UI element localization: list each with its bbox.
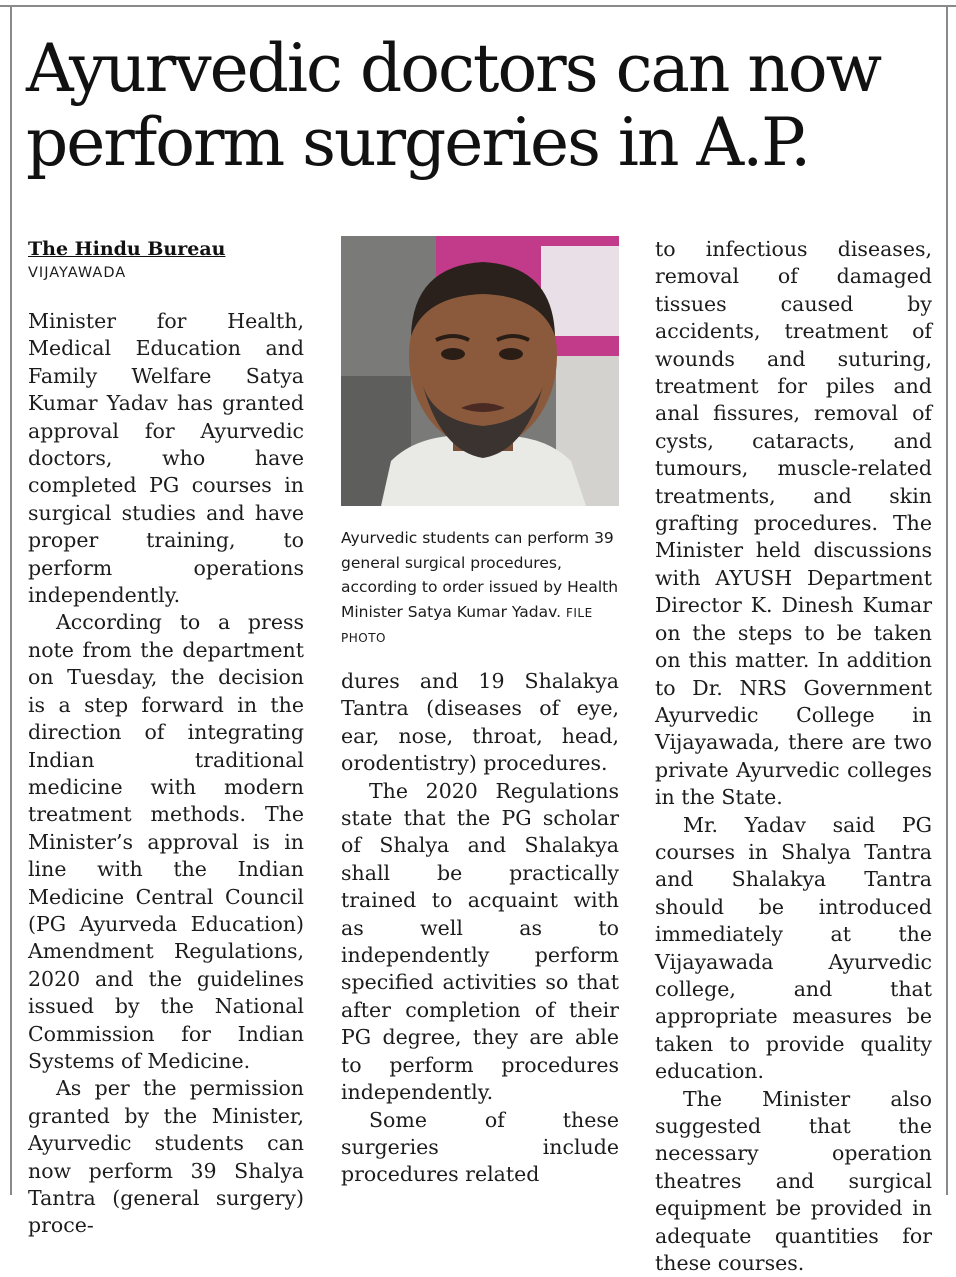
frame-top-rule [0,5,956,7]
frame-left-rule [10,5,12,1195]
paragraph: to infectious diseases, removal of damaged tissues caused by accidents, treatment of wounds and suturing, treatment for piles and anal fissures, removal of cysts, cataracts, and tumours, muscle-related treatments, and skin grafting procedures. The Minister held discussions with AYUSH Department Director K. Dinesh Kumar on the steps to be taken on this matter. In addition to Dr. NRS Government Ayurvedic College in Vijayawada, there are two private Ayurvedic colleges in the State. [655,237,932,810]
byline: The Hindu Bureau [28,238,226,260]
portrait-photo-icon [341,236,619,506]
paragraph: Minister for Health, Medical Education and Family Welfare Satya Kumar Yadav has granted approval for Ayurvedic doctors, who have completed PG courses in surgical studies and have proper training, to perform operations independently. [28,309,304,608]
photo-caption [341,526,621,651]
paragraph: As per the permission granted by the Minister, Ayurvedic students can now perform 39 Shalya Tantra (general surgery) proce- [28,1076,304,1238]
article-headline: Ayurvedic doctors can now perform surgeries in A.P. [26,30,881,181]
article-column-1 [28,236,304,1240]
dateline: VIJAYAWADA [28,265,127,281]
paragraph: The 2020 Regulations state that the PG scholar of Shalya and Shalakya shall be practically trained to acquaint with as well as to independently perform specified activities so that after completion of their PG degree, they are able to perform procedures independently. [341,778,619,1105]
photo-credit: FILE PHOTO [341,605,593,645]
paragraph: Some of these surgeries include procedures related [341,1107,619,1187]
caption-text: Ayurvedic students can perform 39 general surgical procedures, according to order issued by Health Minister Satya Kumar Yadav. [341,529,619,621]
frame-right-rule [946,5,948,1195]
paragraph: The Minister also suggested that the necessary operation theatres and surgical equipment be provided in adequate quantities for these courses. [655,1086,932,1276]
article-column-3 [655,236,932,1277]
paragraph: Mr. Yadav said PG courses in Shalya Tantra and Shalakya Tantra should be introduced immediately at the Vijayawada Ayurvedic college, and that appropriate measures be taken to provide quality education. [655,812,932,1084]
paragraph: dures and 19 Shalakya Tantra (diseases of eye, ear, nose, throat, head, orodentistry) procedures. [341,669,619,776]
paragraph: According to a press note from the department on Tuesday, the decision is a step forward in the direction of integrating Indian traditional medicine with modern treatment methods. The Minister’s approval is in line with the Indian Medicine Central Council (PG Ayurveda Education) Amendment Regulations, 2020 and the guidelines issued by the National Commission for Indian Systems of Medicine. [28,610,304,1073]
minister-photo [341,236,619,506]
article-column-2 [341,668,619,1189]
